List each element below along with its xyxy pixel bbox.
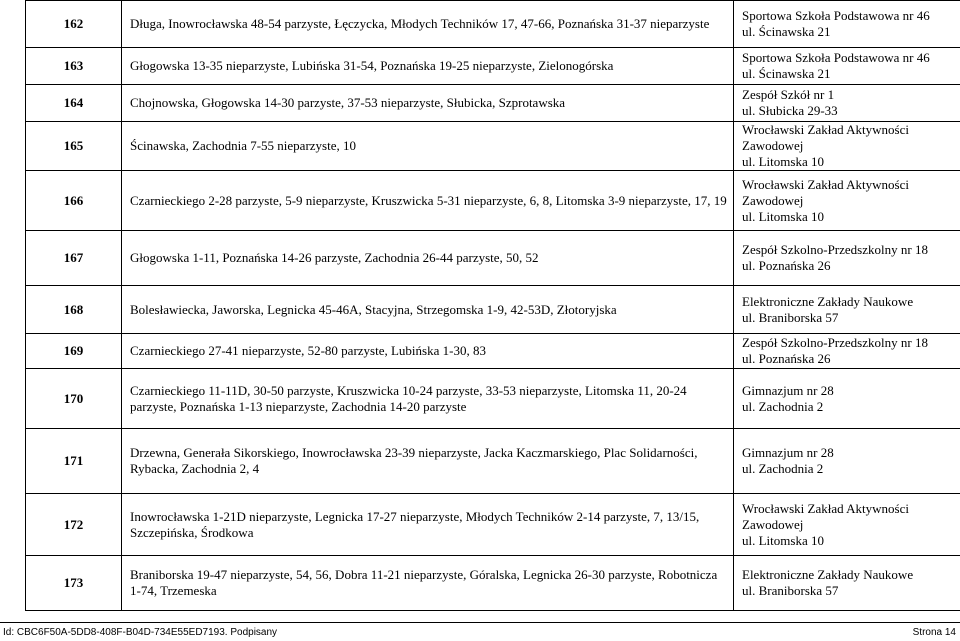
table-row: [26, 85, 960, 122]
table-row: [26, 48, 960, 85]
district-streets: Długa, Inowrocławska 48-54 parzyste, Łęczycka, Młodych Techników 17, 47-66, Poznańska 31-37 nieparzyste: [122, 1, 734, 48]
district-streets: Drzewna, Generała Sikorskiego, Inowrocławska 23-39 nieparzyste, Jacka Kaczmarskiego, Plac Solidarności, Rybacka, Zachodnia 2, 4: [122, 429, 734, 494]
station-name: Zespół Szkolno-Przedszkolny nr 18: [742, 242, 960, 258]
polling-station: [734, 429, 960, 494]
station-address: ul. Zachodnia 2: [742, 461, 960, 477]
station-name: Sportowa Szkoła Podstawowa nr 46: [742, 8, 960, 24]
polling-station: [734, 231, 960, 286]
district-number: 171: [26, 429, 122, 494]
district-streets: Głogowska 1-11, Poznańska 14-26 parzyste, Zachodnia 26-44 parzyste, 50, 52: [122, 231, 734, 286]
polling-station: [734, 334, 960, 369]
station-address: ul. Braniborska 57: [742, 310, 960, 326]
polling-station: [734, 556, 960, 611]
districts-table: [25, 0, 960, 611]
polling-station: [734, 369, 960, 429]
district-number: 163: [26, 48, 122, 85]
station-name: Elektroniczne Zakłady Naukowe: [742, 294, 960, 310]
page-number: Strona 14: [913, 627, 956, 638]
table-row: [26, 334, 960, 369]
station-name: Zespół Szkolno-Przedszkolny nr 18: [742, 335, 960, 351]
district-streets: Czarnieckiego 27-41 nieparzyste, 52-80 parzyste, Lubińska 1-30, 83: [122, 334, 734, 369]
station-address: ul. Poznańska 26: [742, 258, 960, 274]
district-streets: Braniborska 19-47 nieparzyste, 54, 56, Dobra 11-21 nieparzyste, Góralska, Legnicka 26-30 parzyste, Robotnicza 1-74, Trzemeska: [122, 556, 734, 611]
station-address: ul. Litomska 10: [742, 154, 960, 170]
station-name: Elektroniczne Zakłady Naukowe: [742, 567, 960, 583]
district-number: 172: [26, 494, 122, 556]
document-page: [25, 0, 960, 611]
station-address: ul. Słubicka 29-33: [742, 103, 960, 119]
station-name: Gimnazjum nr 28: [742, 445, 960, 461]
station-name: Sportowa Szkoła Podstawowa nr 46: [742, 50, 960, 66]
polling-station: [734, 1, 960, 48]
table-row: [26, 369, 960, 429]
district-streets: Czarnieckiego 2-28 parzyste, 5-9 nieparzyste, Kruszwicka 5-31 nieparzyste, 6, 8, Litomska 3-9 nieparzyste, 17, 19: [122, 171, 734, 231]
station-address: ul. Litomska 10: [742, 209, 960, 225]
document-id-signature: Id: CBC6F50A-5DD8-408F-B04D-734E55ED7193. Podpisany: [3, 627, 277, 638]
polling-station: [734, 48, 960, 85]
polling-station: [734, 171, 960, 231]
district-number: 168: [26, 286, 122, 334]
table-row: [26, 171, 960, 231]
table-row: [26, 429, 960, 494]
polling-station: [734, 494, 960, 556]
station-address: ul. Ścinawska 21: [742, 66, 960, 82]
table-row: [26, 286, 960, 334]
polling-station: [734, 286, 960, 334]
district-number: 173: [26, 556, 122, 611]
table-row: [26, 556, 960, 611]
table-row: [26, 1, 960, 48]
page-footer: [0, 622, 960, 641]
station-name: Wrocławski Zakład Aktywności: [742, 501, 960, 517]
station-address: ul. Zachodnia 2: [742, 399, 960, 415]
station-address: ul. Ścinawska 21: [742, 24, 960, 40]
district-streets: Głogowska 13-35 nieparzyste, Lubińska 31-54, Poznańska 19-25 nieparzyste, Zielonogórska: [122, 48, 734, 85]
polling-station: [734, 85, 960, 122]
table-row: [26, 231, 960, 286]
district-streets: Czarnieckiego 11-11D, 30-50 parzyste, Kruszwicka 10-24 parzyste, 33-53 nieparzyste, Litomska 11, 20-24 parzyste, Poznańska 1-13 nieparzyste, Zachodnia 14-20 parzyste: [122, 369, 734, 429]
table-row: [26, 494, 960, 556]
station-name: Wrocławski Zakład Aktywności: [742, 177, 960, 193]
station-address: ul. Braniborska 57: [742, 583, 960, 599]
district-streets: Inowrocławska 1-21D nieparzyste, Legnicka 17-27 nieparzyste, Młodych Techników 2-14 parzyste, 7, 13/15, Szczepińska, Środkowa: [122, 494, 734, 556]
station-address: ul. Litomska 10: [742, 533, 960, 549]
station-name-cont: Zawodowej: [742, 193, 960, 209]
station-name: Wrocławski Zakład Aktywności: [742, 122, 960, 138]
district-number: 167: [26, 231, 122, 286]
station-name: Gimnazjum nr 28: [742, 383, 960, 399]
district-number: 165: [26, 122, 122, 171]
district-number: 170: [26, 369, 122, 429]
district-streets: Ścinawska, Zachodnia 7-55 nieparzyste, 10: [122, 122, 734, 171]
district-number: 166: [26, 171, 122, 231]
district-number: 162: [26, 1, 122, 48]
station-address: ul. Poznańska 26: [742, 351, 960, 367]
district-streets: Bolesławiecka, Jaworska, Legnicka 45-46A, Stacyjna, Strzegomska 1-9, 42-53D, Złotoryjska: [122, 286, 734, 334]
station-name-cont: Zawodowej: [742, 138, 960, 154]
district-number: 164: [26, 85, 122, 122]
polling-station: [734, 122, 960, 171]
district-streets: Chojnowska, Głogowska 14-30 parzyste, 37-53 nieparzyste, Słubicka, Szprotawska: [122, 85, 734, 122]
district-number: 169: [26, 334, 122, 369]
station-name-cont: Zawodowej: [742, 517, 960, 533]
station-name: Zespół Szkół nr 1: [742, 87, 960, 103]
table-row: [26, 122, 960, 171]
